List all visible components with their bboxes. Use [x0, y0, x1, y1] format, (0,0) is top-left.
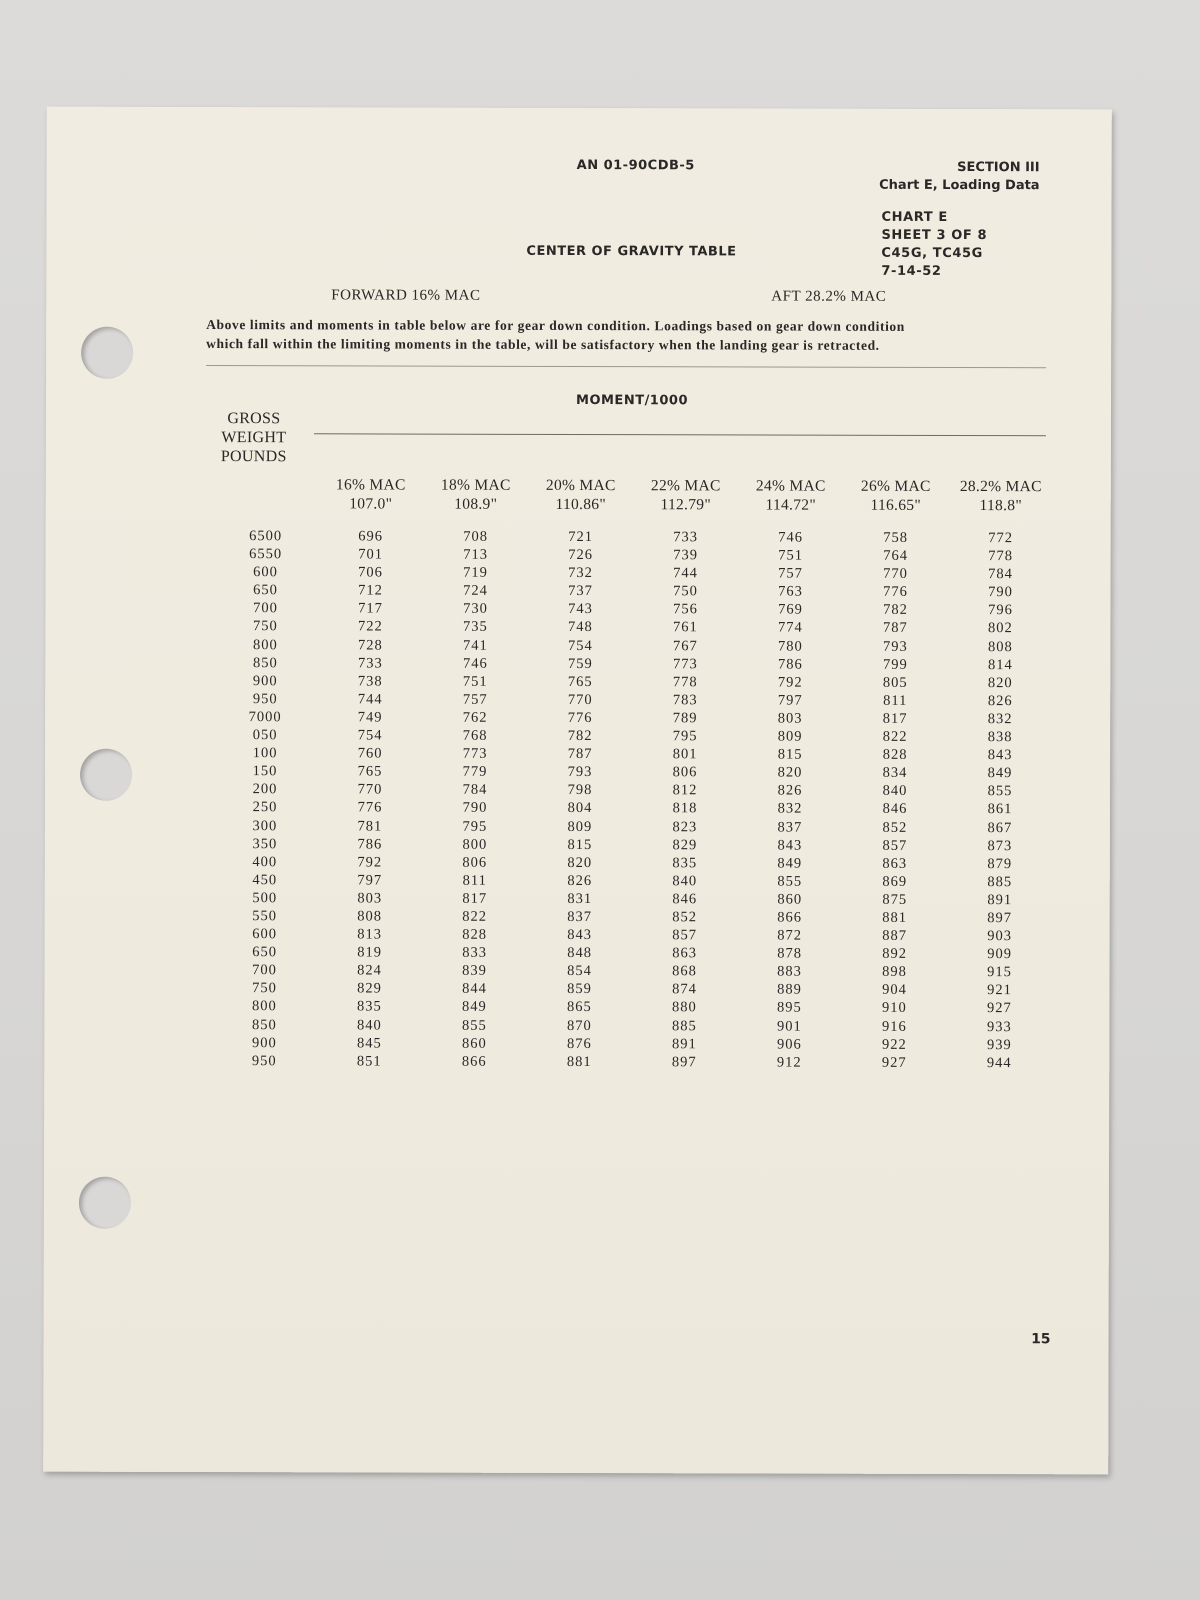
- moment-cell: 773: [672, 655, 698, 672]
- column-mac: 22% MAC: [650, 477, 721, 495]
- column-header: [951, 477, 1051, 515]
- moment-cell: 881: [882, 909, 908, 926]
- moment-cell: 737: [568, 583, 593, 600]
- moment-cell: 889: [777, 981, 802, 998]
- weight-cell: 050: [252, 727, 278, 744]
- punch-hole-middle: [80, 749, 132, 801]
- moment-cell: 812: [672, 782, 698, 799]
- moment-cell: 939: [986, 1036, 1012, 1053]
- moment-cell: 849: [987, 765, 1013, 782]
- moment-cell: 912: [776, 1054, 802, 1071]
- moment-cell: 909: [987, 946, 1012, 963]
- moment-cell: 861: [987, 801, 1013, 818]
- column-mac: 20% MAC: [545, 476, 616, 495]
- weight-cell: 850: [251, 1016, 277, 1033]
- moment-cell: 805: [882, 674, 908, 691]
- moment-column: [749, 528, 830, 1071]
- section-subtitle: Chart E, Loading Data: [879, 177, 1040, 194]
- moment-cell: 783: [672, 692, 698, 709]
- moment-cell: 795: [672, 728, 698, 745]
- weight-cell: 750: [253, 618, 278, 635]
- moment-cell: 832: [777, 800, 803, 817]
- moment-cell: 843: [777, 837, 803, 854]
- moment-cell: 772: [988, 530, 1014, 547]
- chart-info-line: CHART E: [881, 209, 948, 225]
- moment-cell: 770: [883, 565, 908, 583]
- moment-cell: 759: [567, 655, 593, 672]
- weight-cell: 650: [252, 944, 277, 961]
- moment-cell: 868: [672, 963, 697, 980]
- moment-cell: 944: [986, 1054, 1012, 1071]
- column-mac: 18% MAC: [440, 476, 511, 494]
- moment-cell: 817: [882, 710, 908, 727]
- moment-cell: 765: [357, 763, 383, 780]
- weight-cell: 300: [252, 817, 278, 834]
- moment-cell: 776: [883, 584, 908, 601]
- moment-cell: 835: [357, 998, 382, 1015]
- moment-cell: 901: [776, 1018, 802, 1035]
- moment-cell: 784: [988, 566, 1013, 583]
- page-title: CENTER OF GRAVITY TABLE: [526, 243, 737, 260]
- moment-cell: 808: [357, 908, 383, 925]
- column-arm: 112.79": [660, 496, 712, 514]
- column-arm: 114.72": [765, 496, 817, 514]
- moment-cell: 817: [462, 890, 488, 907]
- moment-cell: 820: [567, 854, 593, 871]
- moment-cell: 835: [672, 854, 698, 872]
- moment-cell: 867: [987, 819, 1013, 836]
- moment-cell: 843: [567, 927, 593, 944]
- moment-cell: 849: [462, 999, 487, 1016]
- moment-cell: 795: [462, 818, 488, 835]
- moment-cell: 719: [463, 564, 488, 581]
- weight-cell: 150: [252, 763, 278, 780]
- moment-cell: 852: [882, 819, 908, 836]
- moment-divider: [314, 433, 1046, 436]
- moment-cell: 863: [882, 855, 908, 872]
- moment-cell: 787: [883, 620, 908, 637]
- moment-cell: 857: [672, 927, 698, 944]
- moment-cell: 819: [357, 944, 382, 961]
- column-mac: 16% MAC: [335, 476, 406, 494]
- moment-cell: 749: [357, 709, 383, 726]
- moment-cell: 820: [777, 764, 803, 781]
- moment-cell: 891: [671, 1035, 697, 1052]
- moment-cell: 887: [882, 927, 908, 944]
- chart-info-line: C45G, TC45G: [881, 245, 983, 262]
- column-header: [636, 476, 736, 514]
- moment-cell: 879: [987, 855, 1013, 872]
- column-arm: 108.9": [454, 495, 498, 513]
- moment-cell: 701: [358, 546, 384, 563]
- moment-cell: 728: [357, 636, 383, 654]
- moment-cell: 829: [357, 980, 382, 997]
- moment-cell: 820: [987, 674, 1013, 691]
- weight-cell: 800: [252, 998, 277, 1015]
- moment-cell: 876: [566, 1035, 592, 1052]
- page-number: 15: [1031, 1331, 1051, 1348]
- moment-cell: 763: [778, 583, 803, 600]
- moment-cell: 875: [882, 891, 908, 908]
- moment-cell: 846: [882, 801, 908, 818]
- column-header: [846, 477, 946, 515]
- moment-cell: 840: [672, 873, 698, 890]
- moment-cell: 849: [777, 855, 803, 872]
- moment-cell: 758: [883, 529, 909, 546]
- moment-cell: 824: [357, 962, 382, 979]
- moment-cell: 726: [568, 547, 594, 564]
- moment-cell: 855: [777, 873, 803, 890]
- moment-cell: 792: [357, 854, 383, 871]
- weight-cell: 100: [252, 745, 278, 762]
- moment-cell: 782: [567, 728, 593, 745]
- moment-cell: 855: [461, 1017, 487, 1034]
- moment-cell: 860: [461, 1035, 487, 1052]
- moment-cell: 798: [567, 782, 593, 799]
- weight-header-line: POUNDS: [220, 448, 287, 466]
- moment-cell: 751: [778, 547, 804, 564]
- moment-cell: 789: [672, 710, 698, 727]
- moment-cell: 927: [987, 1000, 1012, 1017]
- moment-cell: 898: [882, 964, 907, 981]
- moment-cell: 813: [357, 926, 383, 943]
- moment-cell: 786: [357, 836, 383, 853]
- document-number: AN 01-90CDB-5: [576, 157, 695, 174]
- moment-column: [854, 529, 935, 1072]
- moment-cell: 809: [567, 818, 593, 835]
- moment-cell: 815: [567, 836, 593, 853]
- moment-cell: 782: [883, 602, 908, 619]
- moment-cell: 872: [777, 927, 803, 944]
- weight-header-line: GROSS: [227, 410, 281, 428]
- moment-cell: 809: [777, 728, 803, 745]
- moment-cell: 933: [986, 1018, 1012, 1035]
- moment-cell: 895: [777, 999, 802, 1017]
- moment-cell: 746: [778, 529, 804, 546]
- moment-cell: 834: [882, 765, 908, 782]
- moment-cell: 829: [672, 836, 698, 853]
- moment-cell: 845: [356, 1035, 382, 1052]
- moment-column: [329, 527, 410, 1070]
- moment-cell: 768: [462, 727, 488, 744]
- moment-cell: 921: [987, 982, 1012, 999]
- moment-cell: 878: [777, 945, 802, 962]
- moment-cell: 808: [987, 638, 1013, 655]
- moment-cell: 870: [566, 1017, 592, 1034]
- weight-cell: 600: [252, 926, 278, 943]
- column-mac: 26% MAC: [860, 477, 931, 495]
- moment-cell: 757: [778, 565, 803, 582]
- moment-cell: 756: [673, 601, 698, 618]
- weight-cell: 950: [252, 690, 278, 708]
- column-arm: 107.0": [349, 495, 393, 513]
- moment-cell: 769: [778, 601, 803, 618]
- moment-cell: 892: [882, 945, 907, 963]
- moment-cell: 784: [462, 782, 488, 799]
- moment-cell: 851: [356, 1053, 382, 1070]
- punch-hole-bottom: [79, 1177, 131, 1229]
- moment-cell: 779: [462, 763, 488, 780]
- moment-cell: 866: [461, 1053, 487, 1070]
- moment-cell: 776: [567, 709, 593, 726]
- moment-cell: 903: [987, 928, 1013, 945]
- moment-cell: 811: [883, 692, 908, 709]
- moment-cell: 744: [357, 691, 383, 708]
- moment-cell: 857: [882, 837, 908, 854]
- condition-note: [206, 315, 905, 355]
- moment-cell: 880: [672, 999, 697, 1016]
- moment-column: [644, 528, 725, 1071]
- moment-cell: 837: [567, 908, 593, 926]
- moment-cell: 822: [882, 728, 908, 745]
- column-header: [741, 476, 841, 514]
- weight-cell: 900: [252, 672, 278, 689]
- moment-cell: 732: [568, 565, 593, 582]
- moment-cell: 706: [358, 564, 383, 581]
- moment-cell: 881: [566, 1053, 592, 1070]
- moment-cell: 760: [357, 745, 383, 762]
- weight-cell: 450: [252, 871, 278, 888]
- moment-column: [959, 529, 1040, 1072]
- moment-cell: 757: [462, 691, 488, 708]
- moment-column: [539, 528, 620, 1071]
- moment-cell: 770: [357, 781, 383, 798]
- weight-cell: 400: [252, 853, 278, 870]
- moment-cell: 730: [463, 601, 488, 618]
- moment-cell: 806: [462, 854, 488, 871]
- moment-cell: 770: [567, 691, 593, 708]
- moment-cell: 738: [357, 673, 383, 690]
- moment-cell: 800: [462, 836, 488, 853]
- moment-cell: 802: [988, 620, 1013, 637]
- weight-header-line: WEIGHT: [221, 429, 287, 447]
- moment-cell: 828: [462, 926, 488, 943]
- weight-cell: 7000: [248, 709, 282, 726]
- moment-cell: 814: [987, 656, 1013, 673]
- weight-header: [221, 409, 287, 466]
- moment-cell: 838: [987, 729, 1013, 746]
- moment-cell: 846: [672, 891, 698, 908]
- moment-cell: 904: [882, 982, 907, 999]
- moment-cell: 837: [777, 819, 803, 836]
- moment-cell: 721: [568, 528, 594, 546]
- weight-cell: 200: [252, 781, 278, 798]
- column-header: [531, 476, 631, 514]
- weight-cell: 500: [252, 890, 278, 907]
- note-line: Above limits and moments in table below are for gear down condition. Loadings based on gear down condition: [206, 317, 905, 334]
- moment-cell: 751: [462, 673, 488, 690]
- moment-cell: 840: [882, 783, 908, 800]
- chart-info-line: 7-14-52: [881, 263, 942, 279]
- moment-cell: 765: [567, 673, 593, 690]
- moment-cell: 712: [358, 582, 383, 599]
- moment-cell: 803: [777, 710, 803, 727]
- moment-cell: 915: [987, 964, 1012, 981]
- column-mac: 28.2% MAC: [959, 477, 1042, 496]
- moment-cell: 848: [567, 945, 592, 962]
- note-line: which fall within the limiting moments in the table, will be satisfactory when the landing gear is retracted.: [206, 336, 880, 353]
- moment-cell: 822: [462, 908, 488, 925]
- moment-cell: 826: [777, 782, 803, 799]
- moment-cell: 866: [777, 909, 803, 926]
- moment-cell: 906: [776, 1036, 802, 1053]
- moment-cell: 748: [568, 619, 593, 636]
- column-arm: 116.65": [870, 496, 922, 514]
- chart-info: [881, 209, 987, 281]
- moment-cell: 750: [673, 583, 698, 600]
- section-label: SECTION III: [957, 159, 1040, 176]
- moment-cell: 843: [987, 747, 1013, 764]
- moment-cell: 741: [462, 637, 488, 654]
- moment-cell: 811: [462, 872, 487, 889]
- moment-cell: 828: [882, 746, 908, 763]
- moment-cell: 854: [567, 963, 592, 980]
- moment-cell: 796: [988, 602, 1013, 619]
- moment-cell: 863: [672, 945, 697, 962]
- weight-cell: 350: [252, 835, 278, 852]
- moment-cell: 774: [778, 619, 803, 637]
- moment-cell: 826: [987, 692, 1013, 709]
- punch-hole-top: [81, 327, 133, 379]
- moment-cell: 773: [462, 745, 488, 762]
- moment-cell: 897: [671, 1053, 697, 1071]
- moment-cell: 883: [777, 963, 802, 980]
- moment-cell: 910: [882, 1000, 907, 1017]
- moment-cell: 873: [987, 837, 1013, 854]
- moment-cell: 781: [357, 817, 383, 834]
- moment-cell: 844: [462, 981, 487, 998]
- moment-cell: 860: [777, 891, 803, 908]
- moment-cell: 891: [987, 891, 1013, 909]
- column-header: [321, 475, 421, 513]
- moment-cell: 823: [672, 818, 698, 835]
- moment-cell: 874: [672, 981, 697, 998]
- moment-cell: 780: [777, 638, 803, 655]
- moment-cell: 797: [777, 692, 803, 709]
- moment-cell: 708: [463, 528, 489, 545]
- moment-cell: 839: [462, 962, 487, 980]
- moment-cell: 735: [463, 619, 488, 636]
- moment-cell: 778: [672, 673, 698, 691]
- weight-cell: 900: [251, 1034, 277, 1051]
- moment-cell: 744: [673, 565, 698, 582]
- moment-cell: 746: [462, 655, 488, 672]
- moment-cell: 855: [987, 783, 1013, 800]
- moment-cell: 859: [567, 981, 592, 998]
- moment-cell: 762: [462, 709, 488, 726]
- weight-cell: 650: [253, 582, 278, 599]
- column-header: [426, 476, 526, 514]
- moment-label: MOMENT/1000: [576, 392, 689, 409]
- moment-cell: 818: [672, 800, 698, 817]
- moment-cell: 754: [357, 727, 383, 744]
- weight-cell: 950: [251, 1052, 277, 1069]
- moment-cell: 826: [567, 872, 593, 889]
- moment-cell: 717: [358, 600, 383, 617]
- weight-cell: 800: [252, 636, 278, 653]
- moment-cell: 792: [777, 674, 803, 691]
- moment-cell: 916: [881, 1018, 907, 1035]
- forward-limit: FORWARD 16% MAC: [331, 287, 481, 304]
- moment-cell: 801: [672, 746, 698, 763]
- weight-cell: 6550: [249, 546, 283, 563]
- moment-cell: 922: [881, 1036, 907, 1053]
- moment-cell: 713: [463, 546, 489, 563]
- moment-cell: 743: [568, 601, 593, 618]
- weight-cell: 600: [253, 564, 278, 581]
- moment-cell: 764: [883, 547, 909, 564]
- moment-cell: 865: [567, 999, 592, 1016]
- moment-cell: 897: [987, 910, 1013, 927]
- column-arm: 110.86": [555, 495, 607, 514]
- moment-cell: 733: [357, 655, 383, 672]
- moment-cell: 927: [881, 1054, 907, 1071]
- moment-cell: 806: [672, 764, 698, 781]
- moment-cell: 852: [672, 909, 698, 926]
- weight-cell: 550: [252, 908, 278, 925]
- moment-cell: 790: [462, 800, 488, 817]
- moment-cell: 722: [358, 618, 383, 635]
- moment-cell: 776: [357, 799, 383, 816]
- moment-cell: 803: [357, 890, 383, 907]
- section-heading: [879, 159, 1040, 195]
- moment-cell: 869: [882, 873, 908, 890]
- moment-cell: 793: [882, 638, 908, 655]
- divider: [206, 365, 1046, 368]
- moment-cell: 767: [672, 637, 698, 654]
- moment-cell: 832: [987, 711, 1013, 728]
- column-mac: 24% MAC: [755, 477, 826, 495]
- weight-cell: 700: [252, 962, 277, 979]
- moment-cell: 724: [463, 582, 488, 600]
- moment-cell: 799: [882, 656, 908, 673]
- moment-cell: 787: [567, 746, 593, 763]
- moment-cell: 739: [673, 547, 699, 564]
- weight-cell: 850: [252, 654, 278, 671]
- moment-cell: 733: [673, 529, 699, 546]
- weight-cell: 750: [252, 980, 277, 997]
- weight-column: [229, 527, 300, 1070]
- moment-cell: 840: [356, 1016, 382, 1034]
- document-page: [43, 107, 1112, 1475]
- moment-cell: 885: [671, 1017, 697, 1034]
- chart-info-line: SHEET 3 OF 8: [881, 227, 988, 244]
- moment-cell: 790: [988, 584, 1013, 601]
- moment-cell: 761: [673, 619, 698, 636]
- moment-column: [434, 528, 515, 1071]
- moment-cell: 833: [462, 944, 487, 961]
- aft-limit: AFT 28.2% MAC: [771, 288, 887, 305]
- moment-cell: 786: [777, 656, 803, 673]
- moment-cell: 804: [567, 800, 593, 817]
- moment-cell: 793: [567, 764, 593, 781]
- moment-cell: 797: [357, 872, 383, 889]
- weight-cell: 6500: [249, 528, 283, 545]
- moment-cell: 815: [777, 746, 803, 763]
- moment-cell: 885: [987, 873, 1013, 890]
- moment-cell: 696: [358, 528, 384, 545]
- moment-cell: 831: [567, 890, 593, 907]
- column-arm: 118.8": [979, 497, 1022, 515]
- weight-cell: 700: [253, 600, 278, 617]
- moment-cell: 778: [988, 548, 1014, 565]
- moment-cell: 754: [567, 637, 593, 654]
- weight-cell: 250: [252, 799, 278, 816]
